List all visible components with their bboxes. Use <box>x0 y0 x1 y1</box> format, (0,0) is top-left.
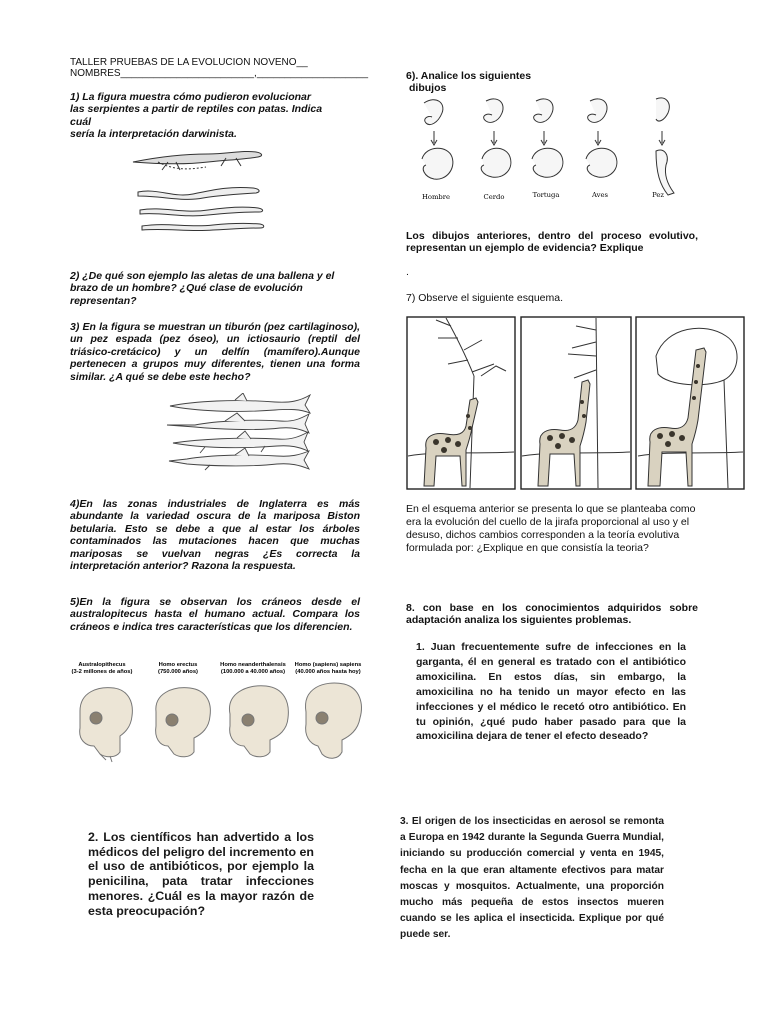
giraffe-evolution-figure <box>406 316 746 490</box>
skull-label-age: (100.000 a 40.000 años) <box>220 669 286 675</box>
embryo-label: Aves <box>592 191 608 199</box>
embryo-label: Cerdo <box>483 193 505 201</box>
question-2 <box>70 270 360 307</box>
problem-1: 1. Juan frecuentemente sufre de infecciones en la garganta, él en general es tratado con el antibiótico amoxicilina. En estos días, sin embargo, la amoxicilina no ha tenido un mayor efecto en las infecciones y el médico le recetó otro antibiótico. En tu opinión, ¿qué pudo haber pasado para que la amoxicilina dejara de tener el efecto deseado? <box>416 641 686 743</box>
question-7-text: En el esquema anterior se presenta lo que se planteaba como era la evolución del cuello de la jirafa proporcional al uso y el desuso, dichos cambios corresponden a la teoría evolutiva formulada por: ¿Explique en que consistía la teoria? <box>406 503 696 554</box>
question-8: 8. con base en los conocimientos adquiridos sobre adaptación analiza los siguientes problemas. <box>406 602 698 627</box>
question-6-title <box>406 70 606 95</box>
skull-labels <box>72 662 362 675</box>
skull-label-name: Homo neanderthalensis <box>220 662 286 668</box>
question-1-line: cuál <box>70 115 92 128</box>
reptile-snake-figure <box>128 140 273 232</box>
embryo-label: Hombre <box>421 193 451 201</box>
question-2-line: brazo de un hombre? ¿Qué clase de evolución <box>70 282 303 295</box>
skull-label-name: Australopithecus <box>78 662 126 668</box>
problem-3: 3. El origen de los insecticidas en aerosol se remonta a Europa en 1942 durante la Segunda Guerra Mundial, iniciando su producción comercial y venta en 1945, fecha en la que eran altamente efectivos para matar moscas y mosquitos. Actualmente, una proporción mucho más pequeña de estos insectos mueren cuando se les aplica el insecticida. Explique por qué puede ser. <box>400 816 664 941</box>
skull-label-age: (3-2 millones de años) <box>71 669 133 675</box>
convergent-evolution-figure <box>165 393 313 473</box>
question-7-title: 7) Observe el siguiente esquema. <box>406 292 564 304</box>
question-5: 5)En la figura se observan los cráneos desde el australopitecus hasta el humano actual. Compara los cráneos e indica tres características que los diferencien. <box>70 596 360 633</box>
question-3: 3) En la figura se muestran un tiburón (pez cartilaginoso), un pez espada (pez óseo), un ictiosaurio (reptil del triásico-cretácico) y un delfín (mamífero).Aunque pertenecen a grupos muy diferentes, tienen una forma similar. ¿A qué se debe este hecho? <box>70 321 360 383</box>
embryo-label: Tortuga <box>532 191 560 199</box>
question-2-line: representan? <box>70 294 137 307</box>
skull-label-name: Homo erectus <box>158 662 198 668</box>
worksheet-header <box>70 57 370 79</box>
question-6-title-line: dibujos <box>409 82 447 95</box>
skulls-figure <box>66 656 366 776</box>
question-2-line: 2) ¿De qué son ejemplo las aletas de una ballena y el <box>70 270 335 282</box>
question-4: 4)En las zonas industriales de Inglaterra es más abundante la variedad oscura de la mariposa Biston betularia. Esto se debe a que al estar los árboles contaminados las mutaciones hacen que muchas mariposas se vuelvan negras ¿Es correcta la interpretación anterior? Razona la respuesta. <box>70 498 360 573</box>
worksheet-title: TALLER PRUEBAS DE LA EVOLUCION NOVENO__ <box>70 57 308 68</box>
problem-2: 2. Los científicos han advertido a los médicos del peligro del incremento en el uso de antibióticos, por ejemplo la penicilina, pata tratar infecciones menores. ¿Cuál es la mayor razón de esta preocupación? <box>88 830 314 918</box>
question-1 <box>70 91 360 141</box>
embryo-comparison-figure <box>412 93 700 203</box>
names-line: NOMBRES________________________,____________________ <box>70 68 369 79</box>
embryo-labels <box>422 191 664 201</box>
question-1-line: las serpientes a partir de reptiles con patas. Indica <box>70 103 323 116</box>
question-6-text: Los dibujos anteriores, dentro del proceso evolutivo, representan un ejemplo de evidencia? Explique <box>406 230 698 255</box>
question-1-line: La figura muestra cómo pudieron evolucionar <box>82 91 311 103</box>
skull-label-age: (750.000 años) <box>158 669 198 675</box>
embryo-label: Pez <box>652 191 664 199</box>
skull-label-age: (40.000 años hasta hoy) <box>295 669 361 675</box>
skull-drawings <box>80 683 362 762</box>
question-1-number: 1) <box>70 91 80 103</box>
question-1-line: sería la interpretación darwinista. <box>70 128 237 141</box>
question-6-dot: . <box>406 266 409 278</box>
question-6-title-line: 6). Analice los siguientes <box>406 70 532 82</box>
skull-label-name: Homo (sapiens) sapiens <box>294 662 362 668</box>
